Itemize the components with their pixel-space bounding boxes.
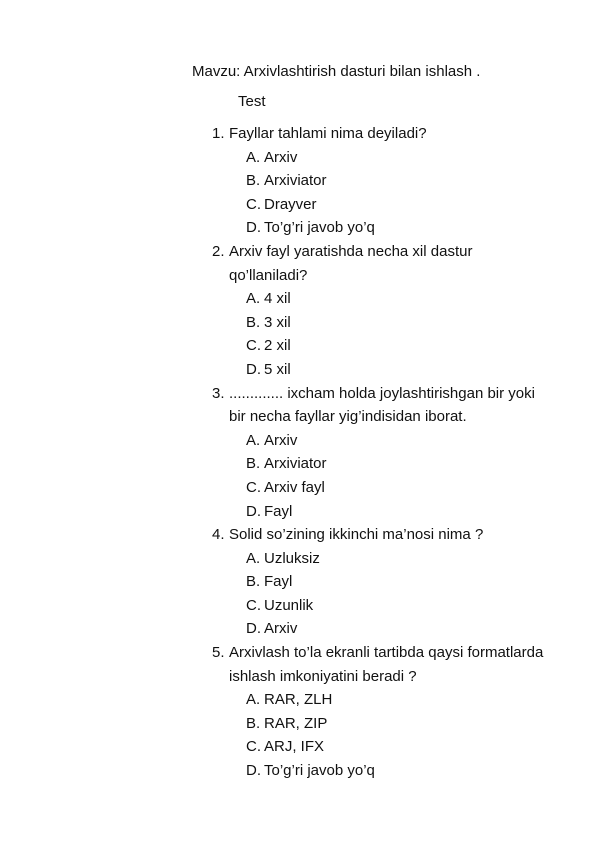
option-text: Arxiv bbox=[264, 431, 298, 449]
answer-option bbox=[212, 193, 552, 217]
test-heading: Test bbox=[238, 93, 266, 110]
answer-option bbox=[212, 570, 552, 594]
question-label: Solid so’zining ikkinchi ma’nosi nima ? bbox=[229, 526, 484, 544]
option-text: 5 xil bbox=[264, 360, 291, 378]
option-text: Arxiv bbox=[264, 620, 298, 638]
answer-option bbox=[212, 146, 552, 170]
topic-title: Mavzu: Arxivlashtirish dasturi bilan ishlash . bbox=[192, 63, 481, 80]
answer-options bbox=[212, 429, 552, 523]
option-letter: A. bbox=[246, 431, 261, 449]
question-text bbox=[212, 240, 552, 287]
option-letter: B. bbox=[246, 313, 261, 331]
option-letter: D. bbox=[246, 360, 261, 378]
answer-option bbox=[212, 287, 552, 311]
option-text: Drayver bbox=[264, 195, 317, 213]
answer-option bbox=[212, 617, 552, 641]
option-letter: A. bbox=[246, 290, 261, 308]
option-letter: A. bbox=[246, 549, 261, 567]
option-text: Fayl bbox=[264, 573, 293, 591]
option-text: Arxiviator bbox=[264, 172, 327, 190]
option-text: Arxiv bbox=[264, 148, 298, 166]
option-letter: B. bbox=[246, 714, 261, 732]
answer-option bbox=[212, 547, 552, 571]
option-letter: C. bbox=[246, 596, 261, 614]
option-letter: B. bbox=[246, 573, 261, 591]
option-letter: C. bbox=[246, 337, 261, 355]
option-text: 2 xil bbox=[264, 337, 291, 355]
answer-options bbox=[212, 547, 552, 641]
option-letter: D. bbox=[246, 762, 261, 780]
answer-option bbox=[212, 452, 552, 476]
answer-option bbox=[212, 169, 552, 193]
question-list bbox=[212, 122, 552, 783]
answer-options bbox=[212, 688, 552, 782]
question-label: Arxivlash to’la ekranli tartibda qaysi formatlarda ishlash imkoniyatini beradi ? bbox=[229, 644, 544, 685]
question-number: 3. bbox=[212, 384, 225, 402]
option-letter: D. bbox=[246, 620, 261, 638]
answer-option bbox=[212, 759, 552, 783]
answer-option bbox=[212, 594, 552, 618]
answer-option bbox=[212, 500, 552, 524]
answer-option bbox=[212, 688, 552, 712]
question-label: Fayllar tahlami nima deyiladi? bbox=[229, 125, 427, 142]
question-number: 5. bbox=[212, 644, 225, 662]
option-text: Fayl bbox=[264, 502, 293, 520]
question-label: ............. ixcham holda joylashtirishgan bir yoki bir necha fayllar yig’indisidan iborat. bbox=[229, 384, 535, 426]
option-text: RAR, ZLH bbox=[264, 691, 333, 709]
option-text: To’g’ri javob yo’q bbox=[264, 219, 375, 237]
answer-option bbox=[212, 311, 552, 335]
answer-option bbox=[212, 334, 552, 358]
answer-option bbox=[212, 712, 552, 736]
question-item bbox=[212, 122, 552, 240]
option-text: Uzunlik bbox=[264, 596, 314, 614]
question-item bbox=[212, 641, 552, 783]
answer-option bbox=[212, 476, 552, 500]
answer-options bbox=[212, 287, 552, 381]
option-text: Arxiv fayl bbox=[264, 478, 325, 496]
option-text: RAR, ZIP bbox=[264, 714, 328, 732]
answer-option bbox=[212, 735, 552, 759]
question-text bbox=[212, 641, 552, 688]
option-letter: D. bbox=[246, 502, 261, 520]
answer-option bbox=[212, 358, 552, 382]
question-item bbox=[212, 240, 552, 382]
option-text: ARJ, IFX bbox=[264, 738, 325, 756]
question-text bbox=[212, 523, 552, 547]
option-letter: A. bbox=[246, 691, 261, 709]
option-letter: C. bbox=[246, 478, 261, 496]
question-item bbox=[212, 523, 552, 641]
option-letter: C. bbox=[246, 738, 261, 756]
question-text bbox=[212, 122, 552, 146]
option-letter: A. bbox=[246, 148, 261, 166]
option-text: 4 xil bbox=[264, 290, 291, 308]
answer-option bbox=[212, 429, 552, 453]
option-letter: B. bbox=[246, 455, 261, 473]
question-number: 4. bbox=[212, 526, 225, 544]
answer-options bbox=[212, 146, 552, 240]
option-text: To’g’ri javob yo’q bbox=[264, 762, 375, 780]
answer-option bbox=[212, 216, 552, 240]
question-label: Arxiv fayl yaratishda necha xil dastur qo’llaniladi? bbox=[229, 242, 473, 284]
question-number: 2. bbox=[212, 242, 225, 260]
question-number: 1. bbox=[212, 125, 225, 142]
option-letter: C. bbox=[246, 195, 261, 213]
option-text: Uzluksiz bbox=[264, 549, 320, 567]
question-item bbox=[212, 382, 552, 524]
option-text: 3 xil bbox=[264, 313, 291, 331]
question-text bbox=[212, 382, 552, 429]
option-text: Arxiviator bbox=[264, 455, 327, 473]
option-letter: D. bbox=[246, 219, 261, 237]
option-letter: B. bbox=[246, 172, 261, 190]
